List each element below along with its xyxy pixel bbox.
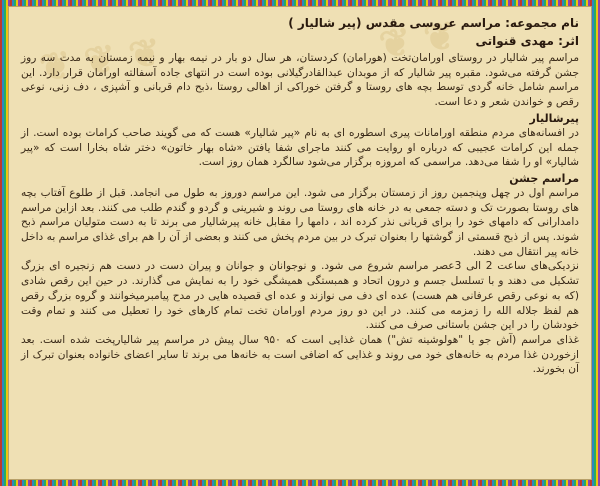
intro-paragraph: مراسم پیر شالیار در روستای اورامان‌تخت (هورامان) کردستان، هر سال دو بار در نیمه بهار و نیمه زمستان به مدت سه روز جشن گرفته می‌شود. مقبره پیر شالیار که از موبدان عبدالقادرگیلانی بوده است در انتهای جاده آسفالته اورامان قرار دارد. این مراسم شامل خانه گردی توسط بچه های روستا و گرفتن خوراکی از اهالی روستا ،ذبح دام قربانی و آشپزی ، دف زنی، نوعی رقص و خواندن شعر و دعا است. — [21, 52, 579, 109]
section-heading-pir-shaliar: پیرشالیار — [529, 111, 579, 125]
collection-title: نام مجموعه: مراسم عروسی مقدس (پیر شالیار ) — [288, 16, 579, 30]
ceremony-paragraph: مراسم اول در چهل وپنجمین روز از زمستان برگزار می شود. این مراسم دوروز به طول می انجامد. قبل از طلوع آفتاب بچه های روستا بصورت تک و دسته جمعی به در خانه های روستا می روند و شیرینی و گردو و گندم طلب می کنند. بعد ازاین مراسم دامدارانی که دامهای خود را برای قربانی نذر کرده اند ، دامها را مقابل خانه پیرشالیار می برند تا به دست متولیان مراسم ذبح شوند. پس از ذبح قسمتی از گوشتها را بعنوان تبرک در بین مردم پخش می کنند و بعضی از آن را هم برای غذای مراسم به داخل خانه پیر انتقال می دهند. — [21, 186, 579, 258]
author-line: اثر: مهدی قنواتی — [475, 34, 579, 48]
document-page — [8, 6, 592, 480]
background-watermark: ❦ ❦ ❦ — [36, 28, 164, 91]
legend-paragraph: در افسانه‌های مردم منطقه اورامانات پیری اسطوره ای به نام «پیر شالیار» هست که می گویند صاحب کرامات بوده است. از جمله این کرامات عجیبی که درباره او روایت می کنند ماجرای شفا یافتن «شاه بهار خاتون» دختر شاه بخارا است که «پیر شالیار» او را شفا می‌دهد. مراسمی که امروزه برگزار می‌شود سالگرد همان روز است. — [21, 126, 579, 169]
background-watermark: ❦ ❦ — [376, 11, 459, 68]
food-paragraph: غذای مراسم (آش جو یا "هولوشینه تش") همان غذایی است که ۹۵۰ سال پیش در مراسم پیر شالیارپخت شده است. بعد ازخوردن غذا مردم به خانه‌های خود می روند و غذایی که اضافی است به خانه‌ها می برند تا سایر اعضای خانواده بعنوان تبرک از آن بخورند. — [21, 333, 579, 376]
section-heading-celebration: مراسم جشن — [509, 171, 579, 185]
afternoon-paragraph: نزدیکی‌های ساعت 2 الی 3عصر مراسم شروع می شود. و نوجوانان و جوانان و پیران دست در دست هم زنجیره ای بزرگ تشکیل می دهند و با تسلسل جسم و درون اتحاد و همبستگی همیشگی خود را به نمایش می گذارند. در حین این رقص شادی (که به نوعی رقص عرفانی هم هست) عده ای دف می نوازند و عده ای قصیده هایی در مدح پیامبرمیخوانند و گروه بزرگ رقص هم لفظ جلاله الله را زمزمه می کنند. در این دو روز مردم اورامان تخت تمام کارهای خود را تعطیل می کنند و تمام وقت خودشان را در این جشن باستانی صرف می کنند. — [21, 260, 580, 332]
